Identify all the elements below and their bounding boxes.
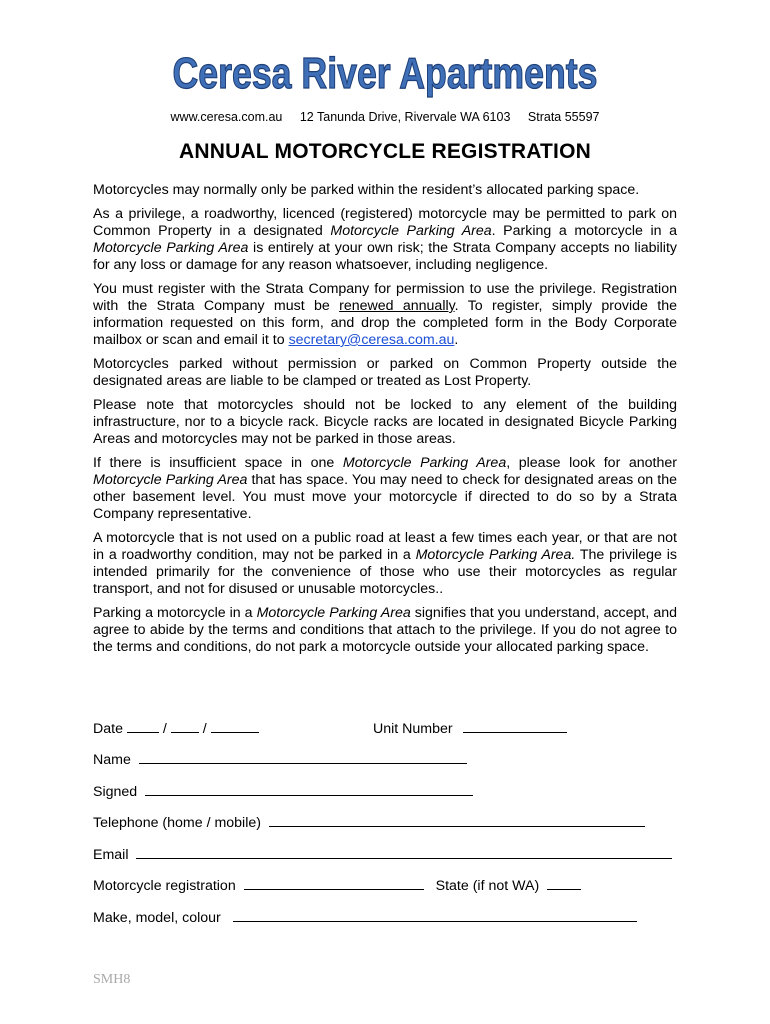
date-day-field[interactable] [127,718,159,733]
name-field[interactable] [139,749,467,764]
date-row: Date / / [93,718,259,737]
paragraph-3: You must register with the Strata Company for permission to use the privilege. Registration with the Strata Company must be renewed annually. To register, simply provide the information requested on this form, and drop the completed form in the Body Corporate mailbox or scan and email it to secretary@ceresa.com.au. [93,281,677,348]
paragraph-7: A motorcycle that is not used on a public road at least a few times each year, or that are not in a roadworthy condition, may not be parked in a Motorcycle Parking Area. The privilege is intended primarily for the convenience of those who use their motorcycles as regular transport, and not for disused or unusable motorcycles.. [93,530,677,597]
email-field[interactable] [136,844,672,859]
email-row [93,844,672,863]
date-label: Date [93,721,123,737]
paragraph-8: Parking a motorcycle in a Motorcycle Parking Area signifies that you understand, accept, and agree to abide by the terms and conditions that attach to the privilege. If you do not agree to the terms and conditions, do not park a motorcycle outside your allocated parking space. [93,605,677,655]
secretary-email-link[interactable]: secretary@ceresa.com.au [288,332,455,348]
registration-row [93,875,581,894]
paragraph-2: As a privilege, a roadworthy, licenced (registered) motorcycle may be permitted to park on Common Property in a designated Motorcycle Parking Area. Parking a motorcycle in a Motorcycle Parking Area is entirely at your own risk; the Strata Company accepts no liability for any loss or damage for any reason whatsoever, including negligence. [93,206,677,273]
telephone-field[interactable] [269,812,645,827]
contact-line [0,110,770,124]
signed-label: Signed [93,784,138,800]
paragraph-6: If there is insufficient space in one Motorcycle Parking Area, please look for another Motorcycle Parking Area that has space. You may need to check for designated areas on the other basement level. You must move your motorcycle if directed to do so by a Strata Company representative. [93,455,678,522]
unit-number-field[interactable] [463,718,567,733]
unit-row [373,718,567,737]
logo-text: Ceresa River Apartments [172,49,598,98]
telephone-row [93,812,645,831]
page-title: ANNUAL MOTORCYCLE REGISTRATION [178,140,591,163]
name-row [93,749,467,768]
make-label: Make, model, colour [93,910,221,926]
footer-code: SMH8 [93,972,131,987]
signed-row [93,781,473,800]
make-model-colour-field[interactable] [233,907,637,922]
state-field[interactable] [547,875,581,890]
document-body [93,182,677,663]
paragraph-4: Motorcycles parked without permission or parked on Common Property outside the designated areas are liable to be clamped or treated as Lost Property. [93,356,677,389]
name-label: Name [93,752,131,768]
strata-number: Strata 55597 [527,110,600,124]
paragraph-5: Please note that motorcycles should not be locked to any element of the building infrastructure, nor to a bicycle rack. Bicycle racks are located in designated Bicycle Parking Areas and motorcycles may not be parked in those areas. [93,397,677,447]
email-label: Email [93,847,129,863]
unit-number-label: Unit Number [373,721,453,737]
logo [0,40,770,104]
make-row [93,907,637,926]
registration-field[interactable] [244,875,424,890]
paragraph-1: Motorcycles may normally only be parked within the resident’s allocated parking space. [93,182,640,198]
state-label: State (if not WA) [435,878,540,894]
date-year-field[interactable] [211,718,259,733]
signature-field[interactable] [145,781,473,796]
telephone-label: Telephone (home / mobile) [93,815,261,831]
registration-label: Motorcycle registration [93,878,236,894]
address: 12 Tanunda Drive, Rivervale WA 6103 [299,110,511,124]
date-month-field[interactable] [171,718,199,733]
website-link[interactable]: www.ceresa.com.au [170,110,283,124]
